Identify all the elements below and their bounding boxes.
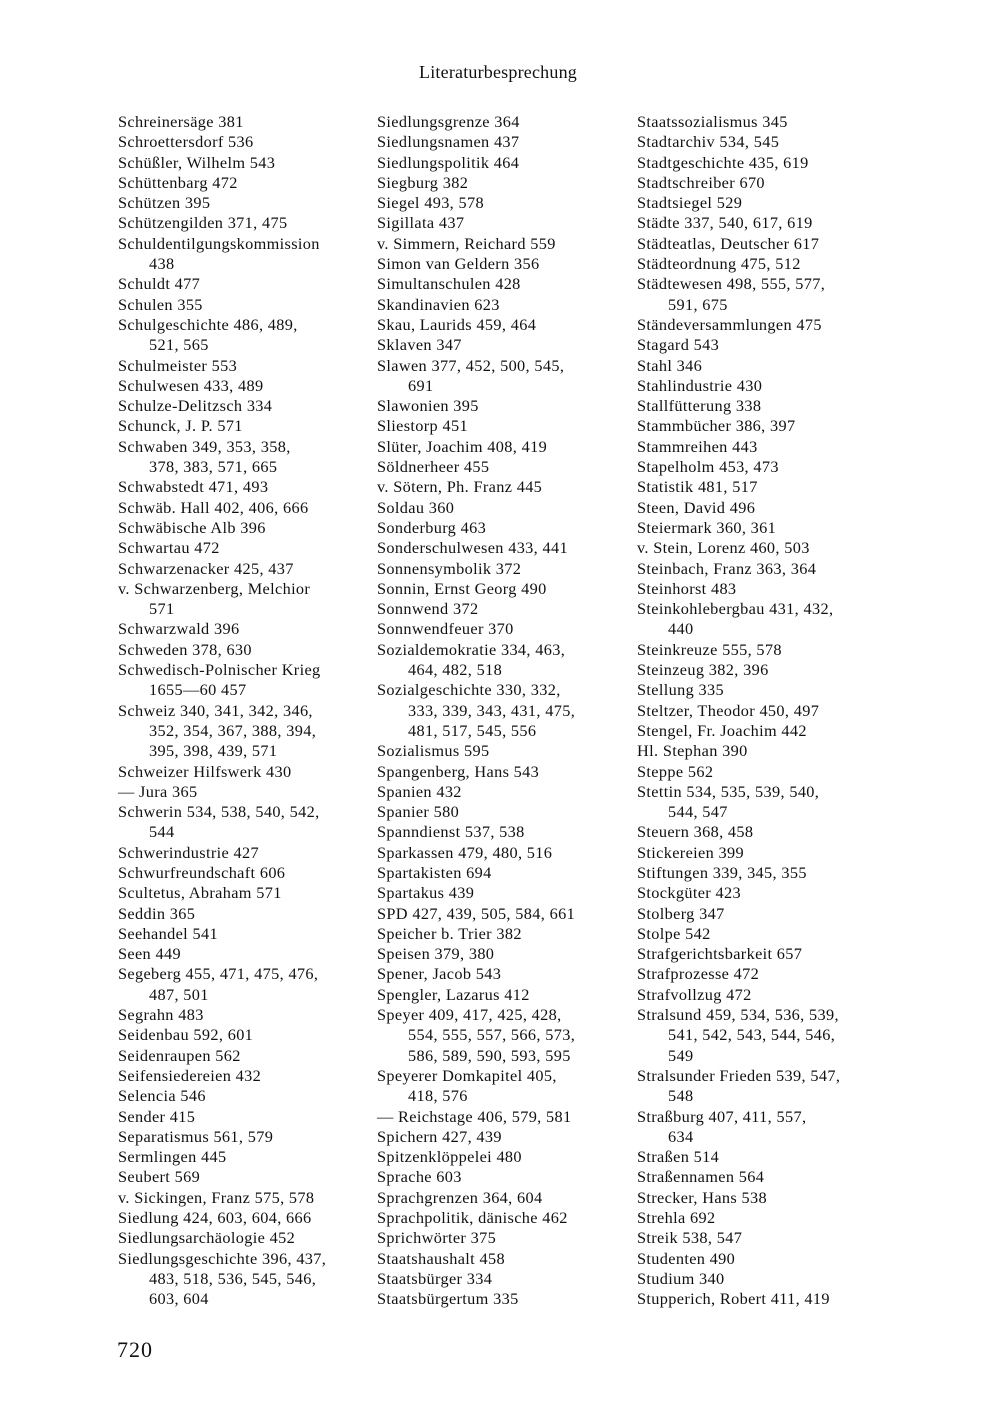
index-entry: Schuldt 477 (118, 274, 201, 294)
index-entry: Speisen 379, 380 (377, 944, 495, 964)
index-entry: Schüttenbarg 472 (118, 172, 238, 192)
index-entry: — Reichstage 406, 579, 581 (377, 1106, 572, 1126)
index-entry: Spichern 427, 439 (377, 1126, 502, 1146)
index-column-right (637, 112, 887, 1310)
index-entry: Steinbach, Franz 363, 364 (637, 558, 817, 578)
index-entry-continuation: 378, 383, 571, 665 (149, 457, 278, 477)
index-entry: Studenten 490 (637, 1248, 736, 1268)
index-entry: Schwurfreundschaft 606 (118, 862, 286, 882)
index-entry: Sprachgrenzen 364, 604 (377, 1187, 543, 1207)
index-entry: Sonnwendfeuer 370 (377, 619, 514, 639)
index-entry: Staatsbürgertum 335 (377, 1289, 519, 1309)
index-entry: Stolberg 347 (637, 903, 725, 923)
index-entry: Stadtschreiber 670 (637, 172, 765, 192)
index-entry: Schulen 355 (118, 294, 203, 314)
index-entry: Schwarzenacker 425, 437 (118, 558, 294, 578)
index-entry: Separatismus 561, 579 (118, 1126, 274, 1146)
index-entry: Stahl 346 (637, 355, 703, 375)
index-entry-continuation: 333, 339, 343, 431, 475, (408, 700, 576, 720)
index-entry: Schunck, J. P. 571 (118, 416, 243, 436)
index-entry: Siedlungsgeschichte 396, 437, (118, 1248, 327, 1268)
index-entry: Straßennamen 564 (637, 1167, 765, 1187)
index-entry: Schuldentilgungskommission (118, 233, 320, 253)
index-entry: Seen 449 (118, 944, 181, 964)
index-entry: Stammbücher 386, 397 (637, 416, 796, 436)
index-entry-continuation: 591, 675 (668, 294, 728, 314)
index-entry: Sprichwörter 375 (377, 1228, 497, 1248)
index-entry: Siedlungspolitik 464 (377, 152, 520, 172)
index-entry: Seidenbau 592, 601 (118, 1025, 254, 1045)
index-entry: Ständeversammlungen 475 (637, 314, 822, 334)
index-entry: Schützen 395 (118, 193, 211, 213)
index-entry: Stagard 543 (637, 335, 720, 355)
index-entry: Staatshaushalt 458 (377, 1248, 505, 1268)
index-entry-continuation: 634 (668, 1126, 694, 1146)
index-entry: Steinzeug 382, 396 (637, 660, 769, 680)
index-entry: Simultanschulen 428 (377, 274, 521, 294)
index-entry: Sigillata 437 (377, 213, 465, 233)
running-header (0, 62, 1000, 83)
index-entry: Seubert 569 (118, 1167, 201, 1187)
index-entry: Steen, David 496 (637, 497, 756, 517)
index-entry: Staatssozialismus 345 (637, 112, 788, 131)
index-entry: Schwaben 349, 353, 358, (118, 436, 291, 456)
index-entry: Stellung 335 (637, 680, 724, 700)
index-entry: Schweiz 340, 341, 342, 346, (118, 700, 313, 720)
index-entry: Segrahn 483 (118, 1005, 204, 1025)
index-entry: SPD 427, 439, 505, 584, 661 (377, 903, 576, 923)
index-entry: Spangenberg, Hans 543 (377, 761, 540, 781)
index-entry: v. Simmern, Reichard 559 (377, 233, 556, 253)
index-entry: Söldnerheer 455 (377, 457, 490, 477)
index-entry: Stahlindustrie 430 (637, 375, 763, 395)
index-entry: Sprache 603 (377, 1167, 462, 1187)
index-entry: Speyerer Domkapitel 405, (377, 1065, 557, 1085)
index-entry: Stettin 534, 535, 539, 540, (637, 781, 820, 801)
index-entry: Segeberg 455, 471, 475, 476, (118, 964, 319, 984)
index-entry: Scultetus, Abraham 571 (118, 883, 282, 903)
index-entry-continuation: 440 (668, 619, 694, 639)
index-entry: Speyer 409, 417, 425, 428, (377, 1005, 562, 1025)
index-entry: Strafprozesse 472 (637, 964, 760, 984)
index-entry: Stengel, Fr. Joachim 442 (637, 720, 807, 740)
index-entry: Slüter, Joachim 408, 419 (377, 436, 548, 456)
index-entry-continuation: 691 (408, 375, 434, 395)
index-entry-continuation: 352, 354, 367, 388, 394, (149, 720, 317, 740)
index-entry: Siegburg 382 (377, 172, 469, 192)
index-entry: Stadtsiegel 529 (637, 193, 743, 213)
index-entry: Schreinersäge 381 (118, 112, 244, 131)
index-entry: Stapelholm 453, 473 (637, 457, 779, 477)
index-entry: Stupperich, Robert 411, 419 (637, 1289, 830, 1309)
index-entry: Stiftungen 339, 345, 355 (637, 862, 807, 882)
index-entry: Siedlungsarchäologie 452 (118, 1228, 296, 1248)
page-title: Literaturbesprechung (419, 62, 577, 82)
index-entry-continuation: 549 (668, 1045, 694, 1065)
index-entry: Slawen 377, 452, 500, 545, (377, 355, 565, 375)
index-entry: Stickereien 399 (637, 842, 744, 862)
index-entry: Siedlungsgrenze 364 (377, 112, 520, 131)
index-entry: Sliestorp 451 (377, 416, 468, 436)
index-entry-continuation: 544 (149, 822, 175, 842)
index-entry: Steinkreuze 555, 578 (637, 639, 782, 659)
index-entry: — Jura 365 (118, 781, 198, 801)
index-entry-continuation: 487, 501 (149, 984, 209, 1004)
index-entry-continuation: 483, 518, 536, 545, 546, (149, 1268, 317, 1288)
index-entry-continuation: 418, 576 (408, 1086, 468, 1106)
index-entry: Stralsunder Frieden 539, 547, (637, 1065, 841, 1085)
index-entry: Steinkohlebergbau 431, 432, (637, 599, 834, 619)
index-entry: Stolpe 542 (637, 923, 711, 943)
index-entry-continuation: 395, 398, 439, 571 (149, 741, 278, 761)
index-entry: Schweden 378, 630 (118, 639, 252, 659)
index-entry: Städtewesen 498, 555, 577, (637, 274, 826, 294)
index-entry: Schwäbische Alb 396 (118, 517, 266, 537)
index-entry: Sklaven 347 (377, 335, 462, 355)
index-entry: Spengler, Lazarus 412 (377, 984, 530, 1004)
index-entry: Straßen 514 (637, 1147, 720, 1167)
index-entry-continuation: 586, 589, 590, 593, 595 (408, 1045, 571, 1065)
index-entry: Sparkassen 479, 480, 516 (377, 842, 553, 862)
index-entry: Stralsund 459, 534, 536, 539, (637, 1005, 839, 1025)
index-entry: Schützengilden 371, 475 (118, 213, 288, 233)
index-entry: Simon van Geldern 356 (377, 254, 540, 274)
index-column-left (118, 112, 368, 1310)
index-entry: Stockgüter 423 (637, 883, 741, 903)
index-entry: Spanien 432 (377, 781, 462, 801)
index-entry: Sender 415 (118, 1106, 196, 1126)
index-entry: Steiermark 360, 361 (637, 517, 777, 537)
index-entry: Steuern 368, 458 (637, 822, 754, 842)
index-entry: Sonderschulwesen 433, 441 (377, 538, 568, 558)
index-entry: v. Stein, Lorenz 460, 503 (637, 538, 810, 558)
index-entry-continuation: 544, 547 (668, 802, 728, 822)
index-entry: Schulwesen 433, 489 (118, 375, 264, 395)
index-entry-continuation: 1655—60 457 (149, 680, 247, 700)
index-entry: Selencia 546 (118, 1086, 206, 1106)
index-entry: Skau, Laurids 459, 464 (377, 314, 537, 334)
index-entry: Spitzenklöppelei 480 (377, 1147, 522, 1167)
index-entry: Strehla 692 (637, 1208, 716, 1228)
index-entry: Schulmeister 553 (118, 355, 238, 375)
index-entry: Schwerin 534, 538, 540, 542, (118, 802, 320, 822)
index-entry: v. Schwarzenberg, Melchior (118, 578, 311, 598)
index-entry-continuation: 464, 482, 518 (408, 660, 503, 680)
index-entry: Hl. Stephan 390 (637, 741, 748, 761)
index-entry: Sozialdemokratie 334, 463, (377, 639, 566, 659)
index-entry: Stammreihen 443 (637, 436, 758, 456)
index-entry: v. Sickingen, Franz 575, 578 (118, 1187, 315, 1207)
index-entry: Soldau 360 (377, 497, 455, 517)
index-entry: v. Sötern, Ph. Franz 445 (377, 477, 543, 497)
index-entry-continuation: 481, 517, 545, 556 (408, 720, 537, 740)
index-entry-continuation: 438 (149, 254, 175, 274)
index-entry-continuation: 548 (668, 1086, 694, 1106)
index-entry: Städte 337, 540, 617, 619 (637, 213, 813, 233)
index-entry: Strafvollzug 472 (637, 984, 752, 1004)
index-entry: Sozialismus 595 (377, 741, 490, 761)
index-entry-continuation: 571 (149, 599, 175, 619)
index-entry: Spanier 580 (377, 802, 460, 822)
index-entry: Städteordnung 475, 512 (637, 254, 801, 274)
index-entry: Sprachpolitik, dänische 462 (377, 1208, 568, 1228)
index-entry: Steppe 562 (637, 761, 714, 781)
index-entry: Slawonien 395 (377, 396, 479, 416)
index-entry: Seifensiedereien 432 (118, 1065, 262, 1085)
index-entry: Streik 538, 547 (637, 1228, 743, 1248)
index-entry: Schulze-Delitzsch 334 (118, 396, 273, 416)
index-entry: Sermlingen 445 (118, 1147, 227, 1167)
index-entry-continuation: 554, 555, 557, 566, 573, (408, 1025, 576, 1045)
index-entry: Straßburg 407, 411, 557, (637, 1106, 807, 1126)
index-entry: Schwarzwald 396 (118, 619, 240, 639)
index-entry: Steinhorst 483 (637, 578, 737, 598)
index-column-middle (377, 112, 627, 1310)
index-entry: Stadtarchiv 534, 545 (637, 132, 780, 152)
index-entry: Strafgerichtsbarkeit 657 (637, 944, 803, 964)
index-entry: Schroettersdorf 536 (118, 132, 254, 152)
index-entry: Sonderburg 463 (377, 517, 487, 537)
index-entry: Studium 340 (637, 1268, 725, 1288)
index-entry: Sonnensymbolik 372 (377, 558, 522, 578)
index-entry: Stadtgeschichte 435, 619 (637, 152, 809, 172)
index-entry: Schwerindustrie 427 (118, 842, 259, 862)
index-entry: Schwedisch-Polnischer Krieg (118, 660, 321, 680)
index-entry: Statistik 481, 517 (637, 477, 758, 497)
index-entry: Spener, Jacob 543 (377, 964, 502, 984)
index-entry: Speicher b. Trier 382 (377, 923, 522, 943)
index-entry: Schweizer Hilfswerk 430 (118, 761, 292, 781)
index-entry: Spartakisten 694 (377, 862, 492, 882)
index-entry: Stallfütterung 338 (637, 396, 762, 416)
index-entry: Schwartau 472 (118, 538, 220, 558)
index-entry: Steltzer, Theodor 450, 497 (637, 700, 820, 720)
index-entry-continuation: 603, 604 (149, 1289, 209, 1309)
index-entry: Sonnin, Ernst Georg 490 (377, 578, 547, 598)
index-entry: Spartakus 439 (377, 883, 475, 903)
index-entry: Siegel 493, 578 (377, 193, 484, 213)
index-entry: Strecker, Hans 538 (637, 1187, 767, 1207)
index-entry: Schwäb. Hall 402, 406, 666 (118, 497, 309, 517)
index-entry: Schulgeschichte 486, 489, (118, 314, 298, 334)
index-entry: Sonnwend 372 (377, 599, 479, 619)
index-entry: Schwabstedt 471, 493 (118, 477, 269, 497)
index-entry: Sozialgeschichte 330, 332, (377, 680, 561, 700)
index-entry: Seddin 365 (118, 903, 196, 923)
index-entry: Spanndienst 537, 538 (377, 822, 525, 842)
index-entry: Skandinavien 623 (377, 294, 500, 314)
index-entry: Seehandel 541 (118, 923, 218, 943)
index-entry: Seidenraupen 562 (118, 1045, 241, 1065)
index-entry: Städteatlas, Deutscher 617 (637, 233, 820, 253)
index-entry: Siedlung 424, 603, 604, 666 (118, 1208, 312, 1228)
index-entry: Schüßler, Wilhelm 543 (118, 152, 276, 172)
index-entry: Staatsbürger 334 (377, 1268, 493, 1288)
index-entry-continuation: 541, 542, 543, 544, 546, (668, 1025, 836, 1045)
page-number: 720 (117, 1337, 153, 1362)
index-entry-continuation: 521, 565 (149, 335, 209, 355)
index-entry: Siedlungsnamen 437 (377, 132, 520, 152)
